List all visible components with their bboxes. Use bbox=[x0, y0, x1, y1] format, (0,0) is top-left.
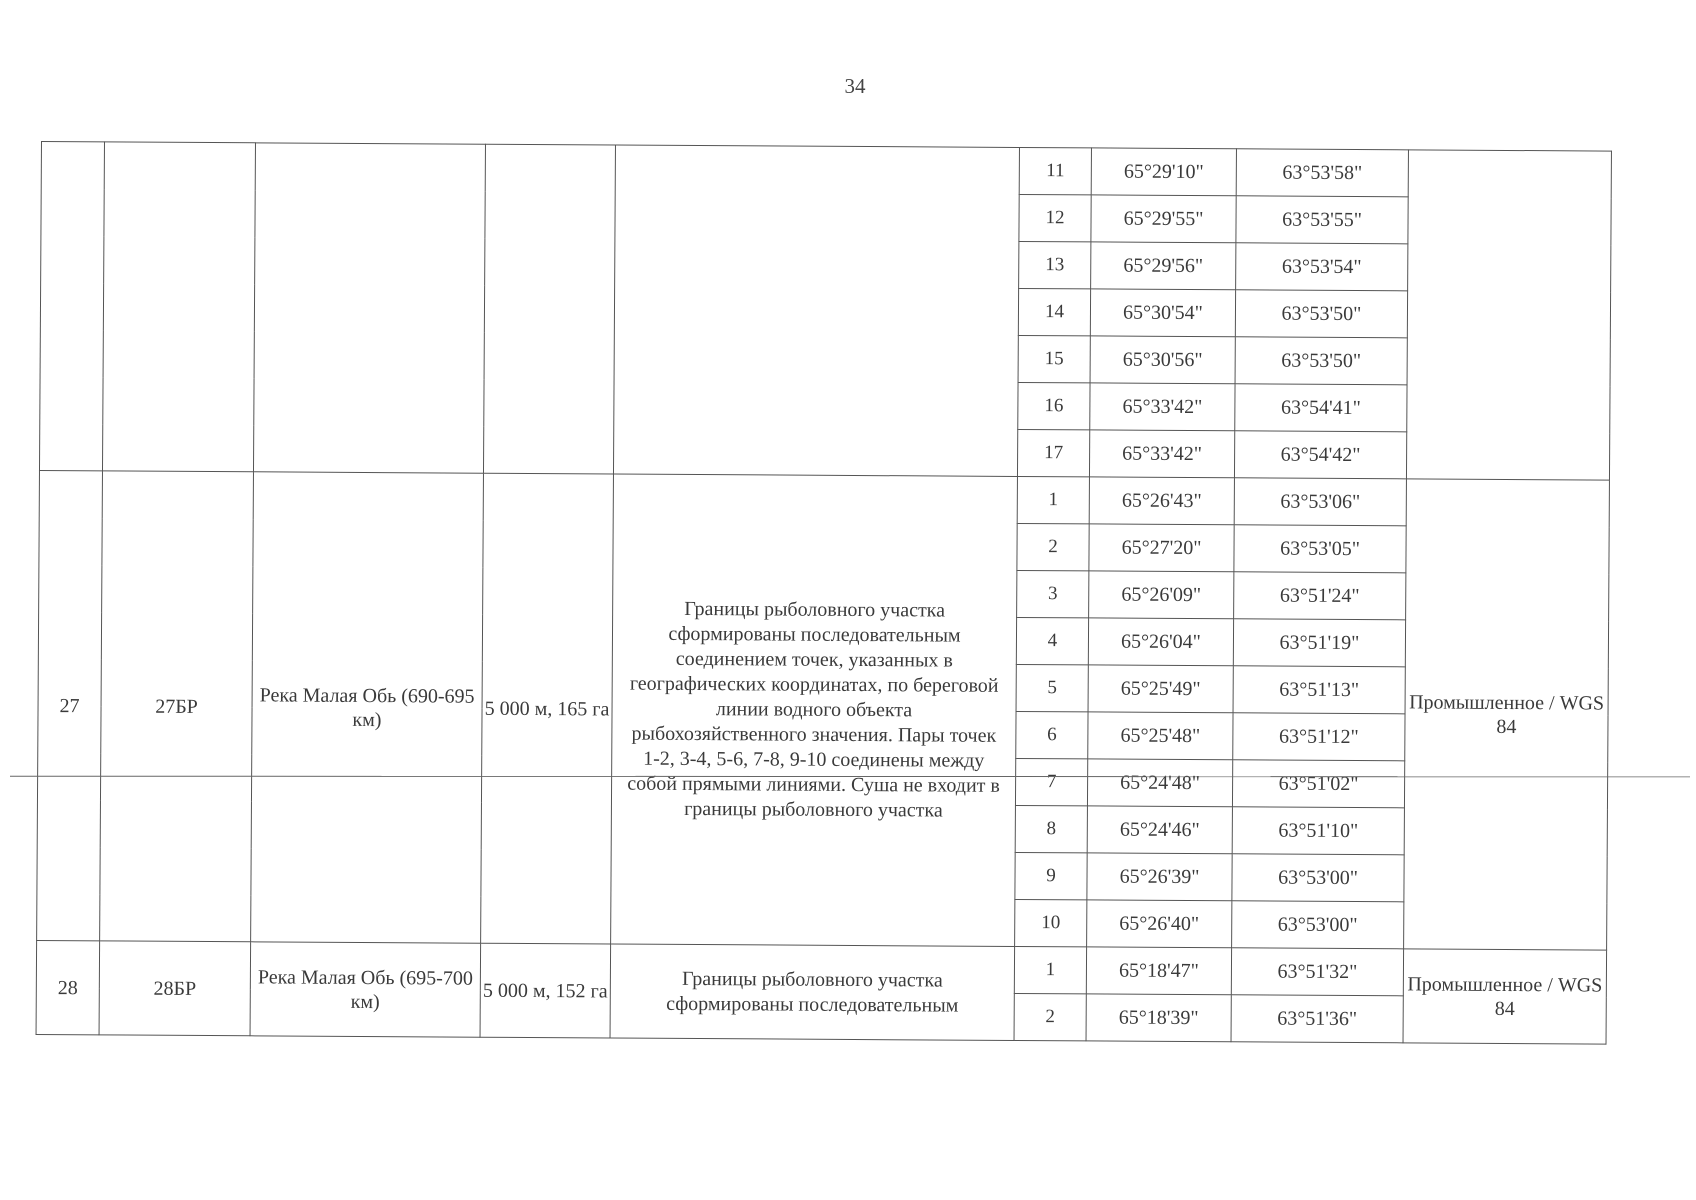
point-longitude: 63°53'58" bbox=[1236, 149, 1408, 197]
fishing-sites-table-wrap bbox=[36, 141, 1611, 1045]
site-purpose: Промышленное / WGS 84 bbox=[1404, 479, 1610, 950]
site-water-body: Река Малая Обь (690-695 км) bbox=[251, 472, 484, 943]
point-latitude: 65°26'43" bbox=[1089, 477, 1234, 525]
point-number: 11 bbox=[1019, 147, 1091, 194]
point-longitude: 63°53'54" bbox=[1236, 243, 1408, 291]
point-number: 16 bbox=[1018, 382, 1090, 429]
point-longitude: 63°53'00" bbox=[1232, 854, 1404, 902]
point-number: 9 bbox=[1015, 852, 1087, 899]
site-code: 28БР bbox=[99, 941, 251, 1036]
table-row bbox=[39, 470, 1609, 527]
point-longitude: 63°51'02" bbox=[1232, 760, 1404, 808]
point-number: 7 bbox=[1015, 758, 1087, 805]
site-size: 5 000 м, 165 га bbox=[481, 473, 614, 944]
point-longitude: 63°51'13" bbox=[1233, 666, 1405, 714]
cell-purpose-empty bbox=[1406, 150, 1611, 480]
point-latitude: 65°30'56" bbox=[1090, 336, 1235, 384]
cell-description-empty bbox=[613, 145, 1019, 476]
point-longitude: 63°53'00" bbox=[1232, 901, 1404, 949]
point-number: 2 bbox=[1017, 523, 1089, 570]
point-latitude: 65°24'48" bbox=[1087, 759, 1232, 807]
point-number: 10 bbox=[1015, 899, 1087, 946]
table-row bbox=[41, 142, 1611, 199]
point-number: 4 bbox=[1016, 617, 1088, 664]
point-latitude: 65°25'49" bbox=[1088, 665, 1233, 713]
point-latitude: 65°18'47" bbox=[1086, 947, 1231, 995]
point-longitude: 63°53'55" bbox=[1236, 196, 1408, 244]
point-number: 1 bbox=[1017, 476, 1089, 523]
point-latitude: 65°25'48" bbox=[1088, 712, 1233, 760]
point-number: 6 bbox=[1016, 711, 1088, 758]
point-latitude: 65°26'09" bbox=[1089, 571, 1234, 619]
point-longitude: 63°54'41" bbox=[1235, 384, 1407, 432]
point-latitude: 65°27'20" bbox=[1089, 524, 1234, 572]
cell-size-empty bbox=[483, 144, 615, 474]
point-latitude: 65°26'39" bbox=[1087, 853, 1232, 901]
point-longitude: 63°53'50" bbox=[1235, 290, 1407, 338]
point-latitude: 65°29'10" bbox=[1091, 148, 1236, 196]
point-latitude: 65°33'42" bbox=[1090, 383, 1235, 431]
point-latitude: 65°30'54" bbox=[1090, 289, 1235, 337]
point-number: 15 bbox=[1018, 335, 1090, 382]
site-water-body: Река Малая Обь (695-700 км) bbox=[250, 942, 481, 1037]
point-latitude: 65°18'39" bbox=[1086, 994, 1231, 1042]
site-code: 27БР bbox=[100, 471, 254, 942]
site-index: 27 bbox=[37, 470, 103, 940]
point-number: 3 bbox=[1017, 570, 1089, 617]
point-latitude: 65°29'56" bbox=[1091, 242, 1236, 290]
point-number: 5 bbox=[1016, 664, 1088, 711]
point-longitude: 63°51'32" bbox=[1231, 948, 1403, 996]
cell-index-empty bbox=[39, 142, 104, 471]
point-longitude: 63°54'42" bbox=[1234, 431, 1406, 479]
cell-code-empty bbox=[102, 142, 255, 472]
point-longitude: 63°53'05" bbox=[1234, 525, 1406, 573]
point-number: 2 bbox=[1014, 993, 1086, 1040]
point-number: 13 bbox=[1019, 241, 1091, 288]
site-size: 5 000 м, 152 га bbox=[480, 943, 611, 1038]
point-longitude: 63°53'06" bbox=[1234, 478, 1406, 526]
point-latitude: 65°24'46" bbox=[1087, 806, 1232, 854]
point-longitude: 63°51'24" bbox=[1234, 572, 1406, 620]
point-longitude: 63°51'12" bbox=[1233, 713, 1405, 761]
point-longitude: 63°53'50" bbox=[1235, 337, 1407, 385]
point-number: 17 bbox=[1017, 429, 1089, 476]
point-longitude: 63°51'19" bbox=[1233, 619, 1405, 667]
point-latitude: 65°26'40" bbox=[1087, 900, 1232, 948]
point-latitude: 65°26'04" bbox=[1088, 618, 1233, 666]
site-index: 28 bbox=[36, 940, 100, 1034]
table-row bbox=[36, 940, 1606, 997]
point-longitude: 63°51'36" bbox=[1231, 995, 1403, 1043]
point-latitude: 65°29'55" bbox=[1091, 195, 1236, 243]
site-description: Границы рыболовного участка сформированы последовательным соединением точек, указанных в географических координатах, по береговой линии водного объекта рыбохозяйственного значения. Пары точек 1-2, 3-4, 5-6, 7-8, 9-10 соединены между собой прямыми линиями. Суша не входит в границы рыболовного участка bbox=[611, 474, 1018, 946]
cell-water-body-empty bbox=[253, 143, 485, 473]
fishing-sites-table bbox=[36, 141, 1612, 1045]
point-number: 1 bbox=[1014, 946, 1086, 993]
site-description: Границы рыболовного участка сформированы последовательным bbox=[610, 944, 1015, 1040]
point-longitude: 63°51'10" bbox=[1232, 807, 1404, 855]
site-purpose: Промышленное / WGS 84 bbox=[1403, 949, 1607, 1044]
point-latitude: 65°33'42" bbox=[1089, 430, 1234, 478]
point-number: 14 bbox=[1018, 288, 1090, 335]
point-number: 8 bbox=[1015, 805, 1087, 852]
point-number: 12 bbox=[1019, 194, 1091, 241]
page-number: 34 bbox=[844, 74, 866, 98]
